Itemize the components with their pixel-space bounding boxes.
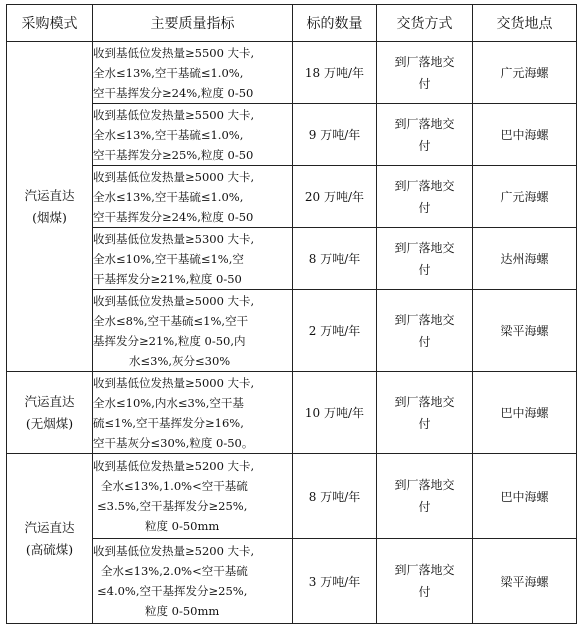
spec-line: 水≤3%,灰分≤30% (129, 353, 231, 368)
volume-cell: 10 万吨/年 (293, 372, 377, 454)
delivery-line: 到厂落地交 (394, 394, 455, 409)
spec-cell (93, 290, 293, 372)
mode-cell (7, 372, 93, 454)
delivery-line: 到厂落地交 (394, 478, 455, 492)
spec-line: 收到基低位发热量≥5200 大卡, (93, 459, 255, 473)
spec-cell (93, 228, 293, 290)
delivery-cell (377, 539, 473, 624)
header-volume: 标的数量 (293, 5, 377, 42)
delivery-cell (377, 290, 473, 372)
mode-cell (7, 454, 93, 624)
spec-line: 收到基低位发热量≥5500 大卡, (93, 107, 255, 122)
volume-cell: 2 万吨/年 (293, 290, 377, 372)
spec-line: 干基挥发分≥21%,粒度 0-50 (93, 271, 242, 286)
spec-cell (93, 372, 293, 454)
volume-cell: 8 万吨/年 (293, 454, 377, 539)
delivery-cell (377, 372, 473, 454)
mode-line: (烟煤) (32, 209, 67, 225)
location-cell: 达州海螺 (473, 228, 577, 290)
spec-line: 空干基灰分≤30%,粒度 0-50。 (93, 435, 254, 450)
delivery-cell (377, 42, 473, 104)
table-row (7, 166, 577, 228)
delivery-cell (377, 228, 473, 290)
header-location: 交货地点 (473, 5, 577, 42)
spec-line: 粒度 0-50mm (145, 604, 220, 618)
location-cell: 广元海螺 (473, 42, 577, 104)
table-row (7, 228, 577, 290)
spec-line: 全水≤10%,内水≤3%,空干基 (93, 395, 244, 410)
volume-cell: 3 万吨/年 (293, 539, 377, 624)
delivery-line: 付 (418, 200, 431, 215)
spec-line: 全水≤13%,1.0%<空干基硫 (101, 479, 248, 493)
delivery-cell (377, 454, 473, 539)
location-cell: 梁平海螺 (473, 539, 577, 624)
mode-line: 汽运直达 (24, 519, 75, 535)
delivery-line: 付 (418, 138, 431, 153)
spec-line: 全水≤13%,空干基硫≤1.0%, (93, 189, 244, 204)
delivery-line: 到厂落地交 (394, 54, 455, 69)
header-delivery: 交货方式 (377, 5, 473, 42)
delivery-line: 到厂落地交 (394, 178, 455, 193)
spec-line: 空干基挥发分≥24%,粒度 0-50 (93, 209, 254, 224)
spec-line: 全水≤13%,空干基硫≤1.0%, (93, 65, 244, 80)
spec-line: 全水≤13%,2.0%<空干基硫 (101, 564, 248, 578)
spec-line: 收到基低位发热量≥5200 大卡, (93, 544, 255, 558)
table-row (7, 372, 577, 454)
spec-line: 硫≤1%,空干基挥发分≥16%, (93, 415, 244, 430)
delivery-line: 到厂落地交 (394, 563, 455, 577)
volume-cell: 20 万吨/年 (293, 166, 377, 228)
delivery-line: 付 (418, 585, 431, 599)
header-spec: 主要质量指标 (93, 5, 293, 42)
spec-line: 收到基低位发热量≥5300 大卡, (93, 231, 255, 246)
table-row (7, 42, 577, 104)
table-row (7, 454, 577, 539)
spec-line: 收到基低位发热量≥5000 大卡, (93, 293, 255, 308)
volume-cell: 18 万吨/年 (293, 42, 377, 104)
delivery-line: 到厂落地交 (394, 240, 455, 255)
volume-cell: 9 万吨/年 (293, 104, 377, 166)
spec-line: 全水≤13%,空干基硫≤1.0%, (93, 127, 244, 142)
delivery-line: 到厂落地交 (394, 312, 455, 327)
procurement-table (6, 4, 577, 624)
mode-line: 汽运直达 (24, 187, 75, 203)
delivery-line: 到厂落地交 (394, 116, 455, 131)
spec-line: 收到基低位发热量≥5000 大卡, (93, 375, 255, 390)
spec-cell (93, 539, 293, 624)
location-cell: 梁平海螺 (473, 290, 577, 372)
spec-line: 收到基低位发热量≥5500 大卡, (93, 45, 255, 60)
spec-line: 基挥发分≥21%,粒度 0-50,内 (93, 333, 246, 348)
spec-line: ≤3.5%,空干基挥发分≥25%, (97, 499, 248, 513)
mode-cell (7, 42, 93, 372)
spec-line: 收到基低位发热量≥5000 大卡, (93, 169, 255, 184)
mode-line: 汽运直达 (24, 393, 75, 409)
delivery-line: 付 (418, 334, 431, 349)
mode-line: (无烟煤) (25, 415, 74, 431)
spec-cell (93, 166, 293, 228)
spec-cell (93, 454, 293, 539)
spec-line: 空干基挥发分≥24%,粒度 0-50 (93, 85, 254, 100)
table-row (7, 539, 577, 624)
delivery-line: 付 (418, 500, 431, 514)
mode-line: (高硫煤) (25, 541, 74, 557)
volume-cell: 8 万吨/年 (293, 228, 377, 290)
location-cell: 巴中海螺 (473, 104, 577, 166)
delivery-line: 付 (418, 416, 431, 431)
spec-line: 全水≤10%,空干基硫≤1%,空 (93, 251, 244, 266)
location-cell: 巴中海螺 (473, 372, 577, 454)
spec-line: 粒度 0-50mm (145, 519, 220, 533)
location-cell: 广元海螺 (473, 166, 577, 228)
table-row (7, 290, 577, 372)
spec-cell (93, 42, 293, 104)
header-mode: 采购模式 (7, 5, 93, 42)
spec-line: ≤4.0%,空干基挥发分≥25%, (97, 584, 248, 598)
header-row (7, 5, 577, 42)
spec-line: 全水≤8%,空干基硫≤1%,空干 (93, 313, 249, 328)
delivery-cell (377, 104, 473, 166)
delivery-cell (377, 166, 473, 228)
table-row (7, 104, 577, 166)
location-cell: 巴中海螺 (473, 454, 577, 539)
spec-cell (93, 104, 293, 166)
delivery-line: 付 (418, 76, 431, 91)
spec-line: 空干基挥发分≥25%,粒度 0-50 (93, 147, 254, 162)
delivery-line: 付 (418, 262, 431, 277)
